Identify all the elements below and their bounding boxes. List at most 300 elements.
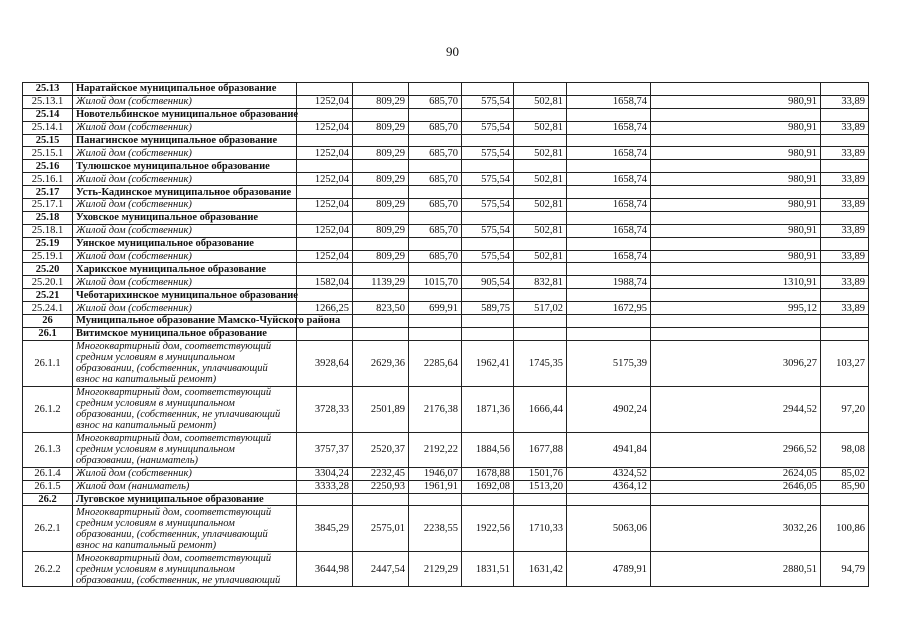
row-name-line: взнос на капитальный ремонт) <box>76 420 217 432</box>
empty-cell <box>409 315 462 328</box>
empty-cell <box>821 83 869 96</box>
empty-cell <box>409 211 462 224</box>
section-title: Панагинское муниципальное образование <box>73 134 297 147</box>
page-number: 90 <box>446 44 459 59</box>
value-cell: 2575,01 <box>353 506 409 552</box>
value-cell: 1252,04 <box>297 250 353 263</box>
value-cell: 1988,74 <box>567 276 651 289</box>
value-cell: 1631,42 <box>514 552 567 587</box>
value-cell: 809,29 <box>353 250 409 263</box>
empty-cell <box>567 493 651 506</box>
empty-cell <box>409 108 462 121</box>
row-name: Жилой дом (собственник) <box>73 147 297 160</box>
value-cell: 699,91 <box>409 302 462 315</box>
empty-cell <box>821 108 869 121</box>
value-cell: 2176,38 <box>409 386 462 432</box>
value-cell: 685,70 <box>409 95 462 108</box>
row-code: 26.2 <box>23 493 73 506</box>
value-cell: 3757,37 <box>297 432 353 467</box>
value-cell: 1658,74 <box>567 173 651 186</box>
empty-cell <box>567 263 651 276</box>
value-cell: 4324,52 <box>567 467 651 480</box>
section-title: Новотельбинское муниципальное образование <box>73 108 297 121</box>
table-row <box>23 121 869 134</box>
value-cell: 575,54 <box>462 95 514 108</box>
value-cell: 5063,06 <box>567 506 651 552</box>
table-row <box>23 108 869 121</box>
value-cell: 685,70 <box>409 147 462 160</box>
empty-cell <box>353 108 409 121</box>
value-cell: 685,70 <box>409 250 462 263</box>
empty-cell <box>821 211 869 224</box>
section-title: Харикское муниципальное образование <box>73 263 297 276</box>
value-cell: 685,70 <box>409 173 462 186</box>
value-cell: 33,89 <box>821 250 869 263</box>
value-cell: 2944,52 <box>651 386 821 432</box>
value-cell: 98,08 <box>821 432 869 467</box>
row-name-line: Многоквартирный дом, соответствующий <box>76 552 272 564</box>
empty-cell <box>514 134 567 147</box>
value-cell: 1252,04 <box>297 147 353 160</box>
value-cell: 575,54 <box>462 121 514 134</box>
empty-cell <box>567 315 651 328</box>
value-cell: 809,29 <box>353 95 409 108</box>
value-cell: 2629,36 <box>353 340 409 386</box>
value-cell: 33,89 <box>821 95 869 108</box>
value-cell: 3928,64 <box>297 340 353 386</box>
empty-cell <box>651 186 821 199</box>
empty-cell <box>514 108 567 121</box>
value-cell: 1015,70 <box>409 276 462 289</box>
row-code: 26.2.1 <box>23 506 73 552</box>
section-title: Усть-Кадинское муниципальное образование <box>73 186 297 199</box>
table-row <box>23 315 869 328</box>
table-row <box>23 340 869 386</box>
table-row <box>23 386 869 432</box>
value-cell: 832,81 <box>514 276 567 289</box>
row-name: Жилой дом (наниматель) <box>73 480 297 493</box>
row-name-line: образовании, (собственник, уплачивающий <box>76 528 268 540</box>
empty-cell <box>651 83 821 96</box>
value-cell: 3304,24 <box>297 467 353 480</box>
value-cell: 103,27 <box>821 340 869 386</box>
empty-cell <box>353 315 409 328</box>
value-cell: 33,89 <box>821 121 869 134</box>
empty-cell <box>462 134 514 147</box>
empty-cell <box>821 186 869 199</box>
empty-cell <box>409 289 462 302</box>
empty-cell <box>462 160 514 173</box>
value-cell: 2447,54 <box>353 552 409 587</box>
value-cell: 33,89 <box>821 276 869 289</box>
table-row <box>23 160 869 173</box>
table-row <box>23 276 869 289</box>
value-cell: 4364,12 <box>567 480 651 493</box>
empty-cell <box>651 327 821 340</box>
value-cell: 502,81 <box>514 224 567 237</box>
row-name: Жилой дом (собственник) <box>73 467 297 480</box>
empty-cell <box>651 289 821 302</box>
row-name-line: образовании, (наниматель) <box>76 455 198 467</box>
row-code: 25.13 <box>23 83 73 96</box>
empty-cell <box>514 315 567 328</box>
section-title: Уянское муниципальное образование <box>73 237 297 250</box>
row-name-line: Многоквартирный дом, соответствующий <box>76 506 272 518</box>
empty-cell <box>651 108 821 121</box>
table-row <box>23 467 869 480</box>
empty-cell <box>462 289 514 302</box>
value-cell: 1266,25 <box>297 302 353 315</box>
table-row <box>23 263 869 276</box>
value-cell: 2880,51 <box>651 552 821 587</box>
empty-cell <box>567 237 651 250</box>
empty-cell <box>353 289 409 302</box>
empty-cell <box>409 160 462 173</box>
empty-cell <box>353 134 409 147</box>
value-cell: 1946,07 <box>409 467 462 480</box>
value-cell: 589,75 <box>462 302 514 315</box>
value-cell: 100,86 <box>821 506 869 552</box>
row-code: 25.15 <box>23 134 73 147</box>
empty-cell <box>462 83 514 96</box>
row-name-line: образовании, (собственник, уплачивающий <box>76 363 268 375</box>
row-name-line: Многоквартирный дом, соответствующий <box>76 387 272 399</box>
table-row <box>23 186 869 199</box>
value-cell: 1310,91 <box>651 276 821 289</box>
row-code: 25.20.1 <box>23 276 73 289</box>
table-row <box>23 552 869 587</box>
value-cell: 502,81 <box>514 199 567 212</box>
value-cell: 980,91 <box>651 147 821 160</box>
empty-cell <box>353 186 409 199</box>
value-cell: 1672,95 <box>567 302 651 315</box>
table-row <box>23 327 869 340</box>
value-cell: 980,91 <box>651 199 821 212</box>
empty-cell <box>297 493 353 506</box>
value-cell: 995,12 <box>651 302 821 315</box>
empty-cell <box>567 211 651 224</box>
value-cell: 980,91 <box>651 173 821 186</box>
empty-cell <box>567 83 651 96</box>
value-cell: 502,81 <box>514 250 567 263</box>
row-code: 25.16 <box>23 160 73 173</box>
empty-cell <box>409 83 462 96</box>
row-code: 26.1.3 <box>23 432 73 467</box>
empty-cell <box>353 160 409 173</box>
value-cell: 2192,22 <box>409 432 462 467</box>
empty-cell <box>297 160 353 173</box>
empty-cell <box>297 83 353 96</box>
value-cell: 1871,36 <box>462 386 514 432</box>
empty-cell <box>409 263 462 276</box>
value-cell: 3644,98 <box>297 552 353 587</box>
value-cell: 97,20 <box>821 386 869 432</box>
value-cell: 1658,74 <box>567 224 651 237</box>
empty-cell <box>409 237 462 250</box>
empty-cell <box>462 211 514 224</box>
value-cell: 1677,88 <box>514 432 567 467</box>
empty-cell <box>462 315 514 328</box>
empty-cell <box>514 493 567 506</box>
table-row <box>23 95 869 108</box>
empty-cell <box>462 237 514 250</box>
value-cell: 575,54 <box>462 147 514 160</box>
row-name <box>73 552 297 587</box>
row-name-line: Многоквартирный дом, соответствующий <box>76 341 272 353</box>
table-row <box>23 199 869 212</box>
value-cell: 823,50 <box>353 302 409 315</box>
section-title: Уховское муниципальное образование <box>73 211 297 224</box>
value-cell: 1252,04 <box>297 95 353 108</box>
empty-cell <box>409 493 462 506</box>
empty-cell <box>567 134 651 147</box>
tariff-table <box>22 82 869 587</box>
value-cell: 3096,27 <box>651 340 821 386</box>
value-cell: 2250,93 <box>353 480 409 493</box>
empty-cell <box>651 493 821 506</box>
row-name: Жилой дом (собственник) <box>73 250 297 263</box>
empty-cell <box>353 211 409 224</box>
value-cell: 809,29 <box>353 147 409 160</box>
table-row <box>23 173 869 186</box>
value-cell: 905,54 <box>462 276 514 289</box>
value-cell: 1582,04 <box>297 276 353 289</box>
row-name-line: образовании, (собственник, не уплачивающий <box>76 574 281 586</box>
value-cell: 4789,91 <box>567 552 651 587</box>
empty-cell <box>567 186 651 199</box>
value-cell: 2624,05 <box>651 467 821 480</box>
value-cell: 575,54 <box>462 173 514 186</box>
value-cell: 5175,39 <box>567 340 651 386</box>
value-cell: 33,89 <box>821 173 869 186</box>
row-name <box>73 340 297 386</box>
value-cell: 2129,29 <box>409 552 462 587</box>
empty-cell <box>514 160 567 173</box>
table-row <box>23 432 869 467</box>
table-row <box>23 289 869 302</box>
value-cell: 1658,74 <box>567 250 651 263</box>
value-cell: 1666,44 <box>514 386 567 432</box>
value-cell: 2285,64 <box>409 340 462 386</box>
value-cell: 1692,08 <box>462 480 514 493</box>
row-code: 26.1 <box>23 327 73 340</box>
value-cell: 980,91 <box>651 95 821 108</box>
empty-cell <box>297 211 353 224</box>
row-code: 25.18.1 <box>23 224 73 237</box>
section-title: Наратайское муниципальное образование <box>73 83 297 96</box>
empty-cell <box>297 289 353 302</box>
empty-cell <box>821 160 869 173</box>
value-cell: 1252,04 <box>297 173 353 186</box>
empty-cell <box>651 160 821 173</box>
section-title: Муниципальное образование Мамско-Чуйского района <box>73 315 297 328</box>
value-cell: 809,29 <box>353 224 409 237</box>
empty-cell <box>514 263 567 276</box>
empty-cell <box>297 186 353 199</box>
table-row <box>23 83 869 96</box>
value-cell: 33,89 <box>821 302 869 315</box>
value-cell: 1961,91 <box>409 480 462 493</box>
value-cell: 3333,28 <box>297 480 353 493</box>
value-cell: 4902,24 <box>567 386 651 432</box>
empty-cell <box>462 263 514 276</box>
empty-cell <box>462 327 514 340</box>
row-name: Жилой дом (собственник) <box>73 224 297 237</box>
value-cell: 1658,74 <box>567 121 651 134</box>
value-cell: 2232,45 <box>353 467 409 480</box>
value-cell: 85,90 <box>821 480 869 493</box>
row-code: 25.13.1 <box>23 95 73 108</box>
section-title: Чеботарихинское муниципальное образование <box>73 289 297 302</box>
empty-cell <box>514 327 567 340</box>
value-cell: 1139,29 <box>353 276 409 289</box>
empty-cell <box>353 327 409 340</box>
empty-cell <box>353 263 409 276</box>
empty-cell <box>462 108 514 121</box>
value-cell: 502,81 <box>514 121 567 134</box>
empty-cell <box>821 315 869 328</box>
value-cell: 517,02 <box>514 302 567 315</box>
row-name: Жилой дом (собственник) <box>73 95 297 108</box>
empty-cell <box>567 108 651 121</box>
empty-cell <box>297 237 353 250</box>
value-cell: 980,91 <box>651 121 821 134</box>
empty-cell <box>409 186 462 199</box>
value-cell: 2501,89 <box>353 386 409 432</box>
value-cell: 980,91 <box>651 250 821 263</box>
value-cell: 685,70 <box>409 224 462 237</box>
empty-cell <box>409 327 462 340</box>
row-code: 26.1.1 <box>23 340 73 386</box>
value-cell: 1962,41 <box>462 340 514 386</box>
row-name: Жилой дом (собственник) <box>73 276 297 289</box>
value-cell: 33,89 <box>821 224 869 237</box>
row-code: 26.2.2 <box>23 552 73 587</box>
value-cell: 3032,26 <box>651 506 821 552</box>
table-row <box>23 480 869 493</box>
empty-cell <box>821 327 869 340</box>
empty-cell <box>297 134 353 147</box>
value-cell: 1745,35 <box>514 340 567 386</box>
value-cell: 980,91 <box>651 224 821 237</box>
value-cell: 575,54 <box>462 199 514 212</box>
value-cell: 33,89 <box>821 199 869 212</box>
value-cell: 1831,51 <box>462 552 514 587</box>
value-cell: 1658,74 <box>567 95 651 108</box>
value-cell: 94,79 <box>821 552 869 587</box>
empty-cell <box>514 289 567 302</box>
value-cell: 4941,84 <box>567 432 651 467</box>
row-name-line: средним условиям в муниципальном <box>76 352 235 364</box>
empty-cell <box>651 211 821 224</box>
empty-cell <box>514 237 567 250</box>
row-code: 25.17.1 <box>23 199 73 212</box>
row-code: 25.19.1 <box>23 250 73 263</box>
value-cell: 1922,56 <box>462 506 514 552</box>
empty-cell <box>821 237 869 250</box>
row-code: 25.24.1 <box>23 302 73 315</box>
value-cell: 575,54 <box>462 250 514 263</box>
empty-cell <box>409 134 462 147</box>
empty-cell <box>514 83 567 96</box>
table-row <box>23 302 869 315</box>
value-cell: 1710,33 <box>514 506 567 552</box>
empty-cell <box>651 263 821 276</box>
row-name: Жилой дом (собственник) <box>73 173 297 186</box>
value-cell: 1658,74 <box>567 147 651 160</box>
value-cell: 1501,76 <box>514 467 567 480</box>
row-name-line: взнос на капитальный ремонт) <box>76 374 217 386</box>
section-title: Тулюшское муниципальное образование <box>73 160 297 173</box>
row-code: 25.21 <box>23 289 73 302</box>
table-row <box>23 237 869 250</box>
value-cell: 575,54 <box>462 224 514 237</box>
row-name-line: средним условиям в муниципальном <box>76 517 235 529</box>
table-row <box>23 211 869 224</box>
empty-cell <box>514 186 567 199</box>
value-cell: 1513,20 <box>514 480 567 493</box>
empty-cell <box>651 237 821 250</box>
value-cell: 1252,04 <box>297 121 353 134</box>
value-cell: 502,81 <box>514 147 567 160</box>
table-body <box>23 83 869 587</box>
row-code: 25.16.1 <box>23 173 73 186</box>
empty-cell <box>462 186 514 199</box>
value-cell: 1678,88 <box>462 467 514 480</box>
table-row <box>23 493 869 506</box>
table-row <box>23 506 869 552</box>
table-row <box>23 250 869 263</box>
empty-cell <box>297 108 353 121</box>
empty-cell <box>567 327 651 340</box>
empty-cell <box>353 83 409 96</box>
value-cell: 3845,29 <box>297 506 353 552</box>
row-name: Жилой дом (собственник) <box>73 121 297 134</box>
value-cell: 33,89 <box>821 147 869 160</box>
row-name-line: средним условиям в муниципальном <box>76 444 235 456</box>
row-name <box>73 506 297 552</box>
value-cell: 2238,55 <box>409 506 462 552</box>
table-row <box>23 224 869 237</box>
empty-cell <box>462 493 514 506</box>
value-cell: 2646,05 <box>651 480 821 493</box>
value-cell: 3728,33 <box>297 386 353 432</box>
row-code: 25.14.1 <box>23 121 73 134</box>
table-row <box>23 134 869 147</box>
empty-cell <box>514 211 567 224</box>
empty-cell <box>821 493 869 506</box>
value-cell: 1884,56 <box>462 432 514 467</box>
value-cell: 685,70 <box>409 199 462 212</box>
value-cell: 1252,04 <box>297 224 353 237</box>
empty-cell <box>651 134 821 147</box>
row-code: 26.1.4 <box>23 467 73 480</box>
value-cell: 809,29 <box>353 173 409 186</box>
row-code: 25.14 <box>23 108 73 121</box>
row-name: Жилой дом (собственник) <box>73 199 297 212</box>
empty-cell <box>353 493 409 506</box>
row-code: 25.15.1 <box>23 147 73 160</box>
value-cell: 85,02 <box>821 467 869 480</box>
empty-cell <box>821 289 869 302</box>
value-cell: 2966,52 <box>651 432 821 467</box>
row-code: 25.19 <box>23 237 73 250</box>
row-code: 26 <box>23 315 73 328</box>
row-name-line: взнос на капитальный ремонт) <box>76 539 217 551</box>
empty-cell <box>297 327 353 340</box>
row-name-line: образовании, (собственник, не уплачивающий <box>76 409 281 421</box>
empty-cell <box>567 160 651 173</box>
